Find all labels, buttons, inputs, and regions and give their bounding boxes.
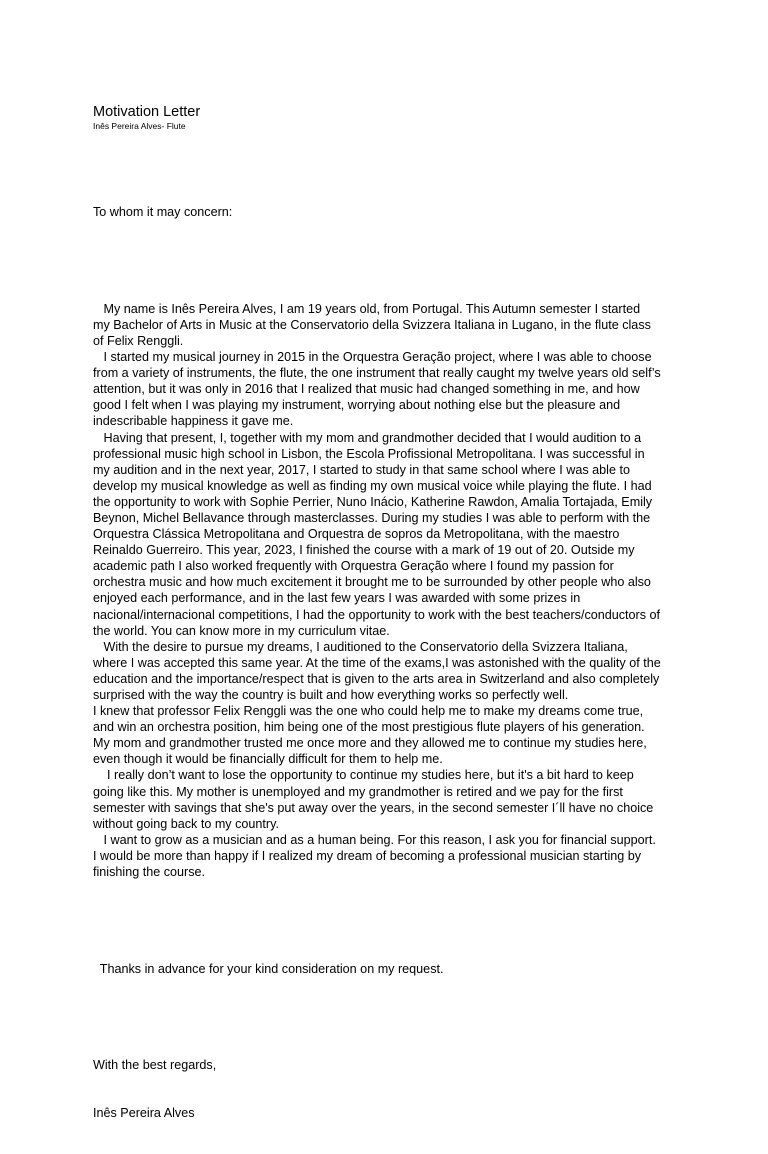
greeting: To whom it may concern: <box>93 205 233 220</box>
body-line: the world. You can know more in my curriculum vitae. <box>93 623 390 638</box>
closing-line: With the best regards, <box>93 1058 217 1073</box>
body-line: my audition and in the next year, 2017, I started to study in that same school where I was able to <box>93 462 630 477</box>
body-line: good I felt when I was playing my instrument, worrying about nothing else but the pleasure and <box>93 398 621 413</box>
body-line: nacional/internacional competitions, I had the opportunity to work with the best teachers/conductors of <box>93 607 661 622</box>
body-line: education and the importance/respect that is given to the arts area in Switzerland and also completely <box>93 671 660 686</box>
spacer <box>93 912 683 928</box>
body-line: surprised with the way the country is built and how everything works so perfectly well. <box>93 688 569 702</box>
body-line: from a variety of instruments, the flute, the one instrument that really caught my twelve years old self’s <box>93 366 661 381</box>
body-line: going like this. My mother is unemployed and my grandmother is retired and we pay for the first <box>93 784 623 799</box>
body-line: Having that present, I, together with my mom and grandmother decided that I would audition to a <box>93 430 642 445</box>
letter-page <box>93 104 683 1154</box>
spacer <box>93 1009 683 1025</box>
signature: Inês Pereira Alves <box>93 1106 195 1121</box>
body-line: the opportunity to work with Sophie Perrier, Nuno Inácio, Katherine Rawdon, Amalia Tortajada, Emily <box>93 494 653 509</box>
letter-subtitle: Inês Pereira Alves- Flute <box>93 121 186 131</box>
body-line: I really don’t want to lose the opportunity to continue my studies here, but it's a bit hard to keep <box>93 768 634 783</box>
body-line: indescribable happiness it gave me. <box>93 414 294 429</box>
body-line: enjoyed each performance, and in the last few years I was awarded with some prizes in <box>93 591 581 606</box>
body-line: I want to grow as a musician and as a human being. For this reason, I ask you for financial support. <box>93 832 656 847</box>
body-line: and win an orchestra position, him being one of the most prestigious flute players of his generation. <box>93 720 645 735</box>
body-line: I knew that professor Felix Renggli was the one who could help me to make my dreams come true, <box>93 704 644 719</box>
body-line: Orquestra Clássica Metropolitana and Orquestra de sopros da Metropolitana, with the maestro <box>93 527 620 542</box>
body-line: my Bachelor of Arts in Music at the Conservatorio della Svizzera Italiana in Lugano, in the flute class <box>93 317 651 332</box>
body-line: academic path I also worked frequently with Orquestra Geração where I found my passion for <box>93 559 614 574</box>
body-line: Beynon, Michel Bellavance through masterclasses. During my studies I was able to perform with the <box>93 510 651 525</box>
body-line: where I was accepted this same year. At the time of the exams,I was astonished with the quality of the <box>93 655 661 670</box>
body-line: With the desire to pursue my dreams, I auditioned to the Conservatorio della Svizzera Italiana, <box>93 639 628 654</box>
body-line: attention, but it was only in 2016 that I realized that music had changed something in me, and how <box>93 382 640 397</box>
thanks-line: Thanks in advance for your kind consideration on my request. <box>93 961 444 976</box>
body-lines <box>93 301 683 880</box>
body-line: I would be more than happy if I realized my dream of becoming a professional musician starting by <box>93 848 642 863</box>
body-line: orchestra music and how much excitement it brought me to be surrounded by other people who also <box>93 575 651 590</box>
body-line: develop my musical knowledge as well as finding my own musical voice while playing the flute. I had <box>93 478 652 493</box>
letter-title: Motivation Letter <box>93 104 201 120</box>
spacer <box>93 252 683 268</box>
body-line: semester with savings that she's put away over the years, in the second semester I´ll have no choice <box>93 800 654 815</box>
body-line: Reinaldo Guerreiro. This year, 2023, I finished the course with a mark of 19 out of 20. Outside my <box>93 543 635 558</box>
body-line: even though it would be financially difficult for them to help me. <box>93 752 443 767</box>
body-line: I started my musical journey in 2015 in the Orquestra Geração project, where I was able to choose <box>93 350 652 365</box>
body-line: without going back to my country. <box>93 816 279 831</box>
body-line: professional music high school in Lisbon, the Escola Profissional Metropolitana. I was successful in <box>93 446 645 461</box>
body-line: finishing the course. <box>93 865 206 880</box>
body-line: My mom and grandmother trusted me once more and they allowed me to continue my studies here, <box>93 736 647 751</box>
body-line: of Felix Renggli. <box>93 333 184 348</box>
letter-body <box>93 172 683 1154</box>
body-line: My name is Inês Pereira Alves, I am 19 years old, from Portugal. This Autumn semester I started <box>93 301 641 316</box>
